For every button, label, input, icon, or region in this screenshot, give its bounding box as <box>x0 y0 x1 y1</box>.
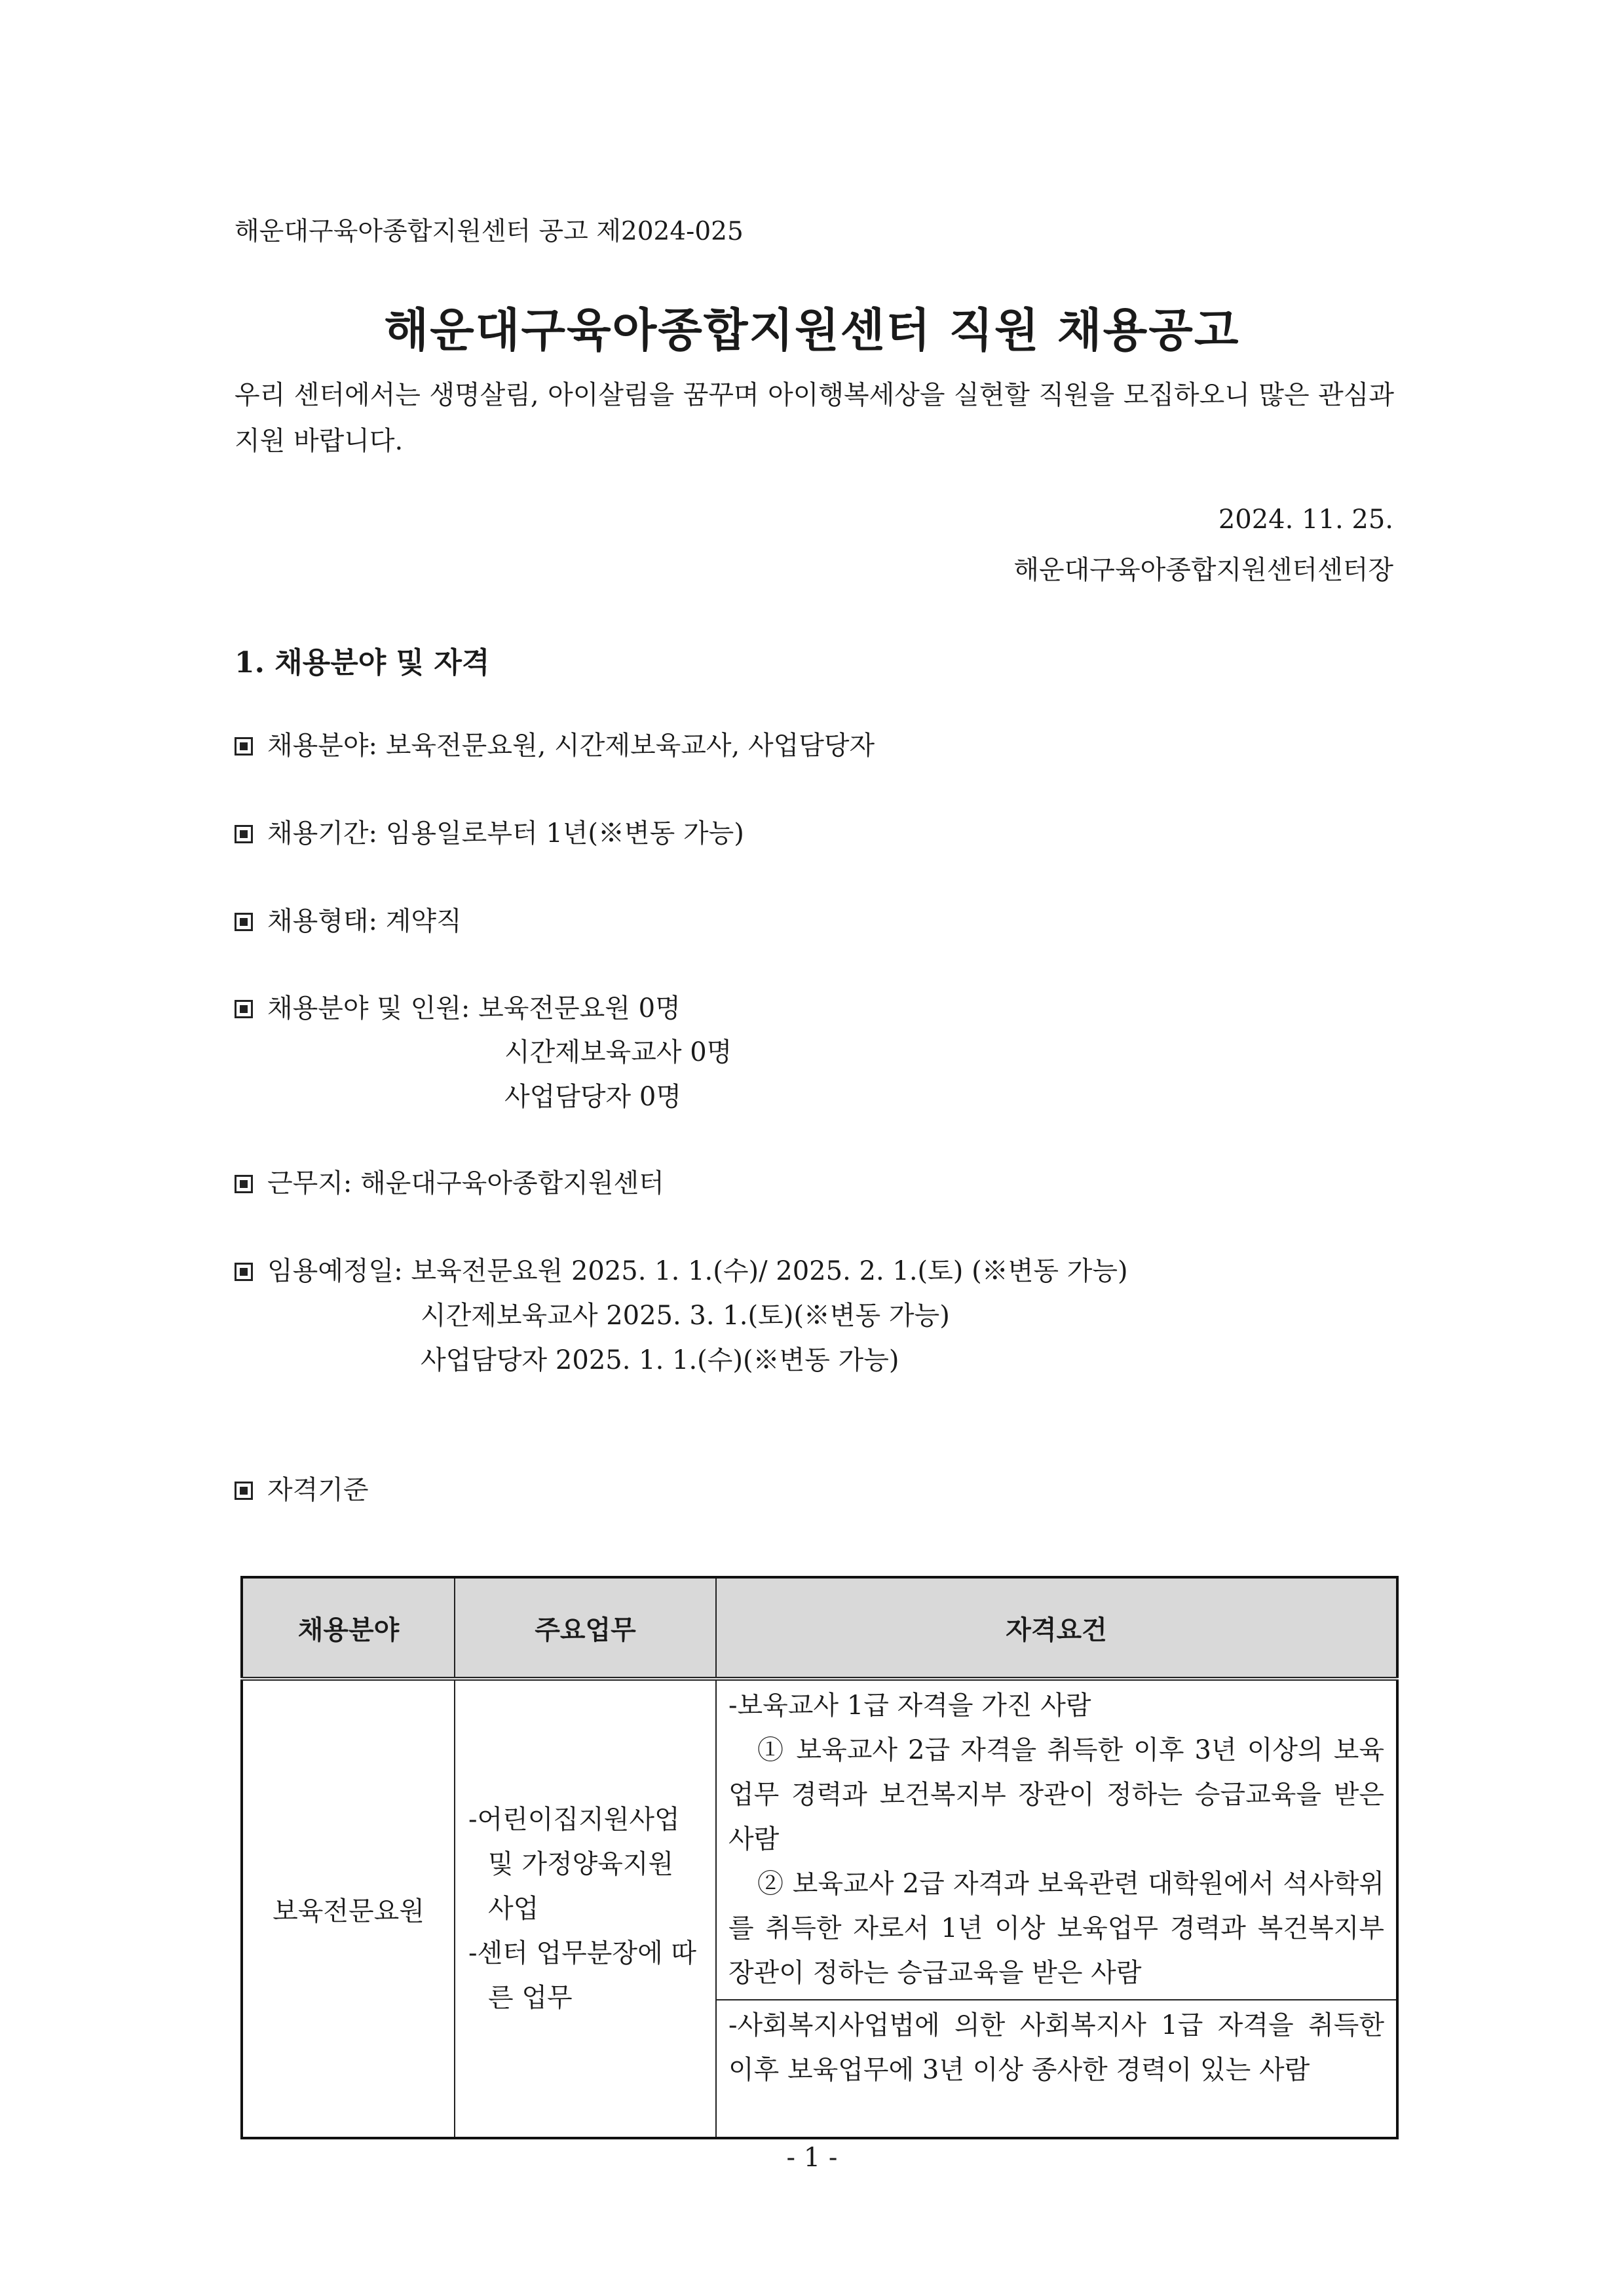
section-heading: 1. 채용분야 및 자격 <box>235 646 490 679</box>
square-bullet-icon <box>235 737 253 756</box>
duties-cell <box>455 1679 716 2138</box>
requirement-cell <box>716 2000 1397 2138</box>
list-item: 자격기준 <box>235 1468 369 1512</box>
qualification-table <box>240 1576 1399 2139</box>
list-item: 임용예정일: 보육전문요원 2025. 1. 1.(수)/ 2025. 2. 1.(토) (※변동 가능) <box>235 1249 1128 1293</box>
list-item-continuation: 사업담당자 2025. 1. 1.(수)(※변동 가능) <box>421 1345 899 1375</box>
list-item-continuation: 사업담당자 0명 <box>504 1082 682 1112</box>
list-item-continuation: 시간제보육교사 2025. 3. 1.(토)(※변동 가능) <box>421 1301 950 1331</box>
list-item: 채용분야 및 인원: 보육전문요원 0명 <box>235 986 681 1031</box>
table-header-cell: 채용분야 <box>242 1577 455 1679</box>
square-bullet-icon <box>235 825 253 843</box>
requirement-line: -사회복지사업법에 의한 사회복지사 1급 자격을 취득한 이후 보육업무에 3년 이상 종사한 경력이 있는 사람 <box>728 2010 1384 2085</box>
table-header-cell: 자격요건 <box>716 1577 1397 1679</box>
intro-paragraph: 우리 센터에서는 생명살림, 아이살림을 꿈꾸며 아이행복세상을 실현할 직원을 모집하오니 많은 관심과 지원 바랍니다. <box>235 380 1394 456</box>
table-header-row <box>242 1577 1397 1679</box>
square-bullet-icon <box>235 1000 253 1018</box>
table-row <box>242 1679 1397 2000</box>
page-title: 해운대구육아종합지원센터 직원 채용공고 <box>384 303 1240 357</box>
square-bullet-icon <box>235 1263 253 1281</box>
field-cell: 보육전문요원 <box>242 1679 455 2138</box>
notice-date: 2024. 11. 25. <box>1218 505 1393 535</box>
requirement-line: ① 보육교사 2급 자격을 취득한 이후 3년 이상의 보육업무 경력과 보건복지부 장관이 정하는 승급교육을 받은 사람 <box>728 1735 1384 1854</box>
duty-line: -어린이집지원사업 및 가정양육지원 사업 <box>468 1805 680 1924</box>
list-item: 채용분야: 보육전문요원, 시간제보육교사, 사업담당자 <box>235 723 875 768</box>
list-item: 근무지: 해운대구육아종합지원센터 <box>235 1161 664 1206</box>
list-item: 채용기간: 임용일로부터 1년(※변동 가능) <box>235 811 744 856</box>
list-item: 채용형태: 계약직 <box>235 899 462 944</box>
list-item-continuation: 시간제보육교사 0명 <box>504 1037 732 1067</box>
square-bullet-icon <box>235 913 253 931</box>
requirement-line: -보육교사 1급 자격을 가진 사람 <box>728 1691 1091 1721</box>
notice-number: 해운대구육아종합지원센터 공고 제2024-025 <box>235 217 744 246</box>
table-header-cell: 주요업무 <box>455 1577 716 1679</box>
page-number: - 1 - <box>786 2143 838 2173</box>
square-bullet-icon <box>235 1175 253 1193</box>
signer: 해운대구육아종합지원센터센터장 <box>1013 555 1393 585</box>
requirement-cell <box>716 1679 1397 2000</box>
duty-line: -센터 업무분장에 따른 업무 <box>468 1938 697 2013</box>
requirement-line: ② 보육교사 2급 자격과 보육관련 대학원에서 석사학위를 취득한 자로서 1년 이상 보육업무 경력과 복건복지부장관이 정하는 승급교육을 받은 사람 <box>728 1869 1384 1988</box>
square-bullet-icon <box>235 1482 253 1500</box>
